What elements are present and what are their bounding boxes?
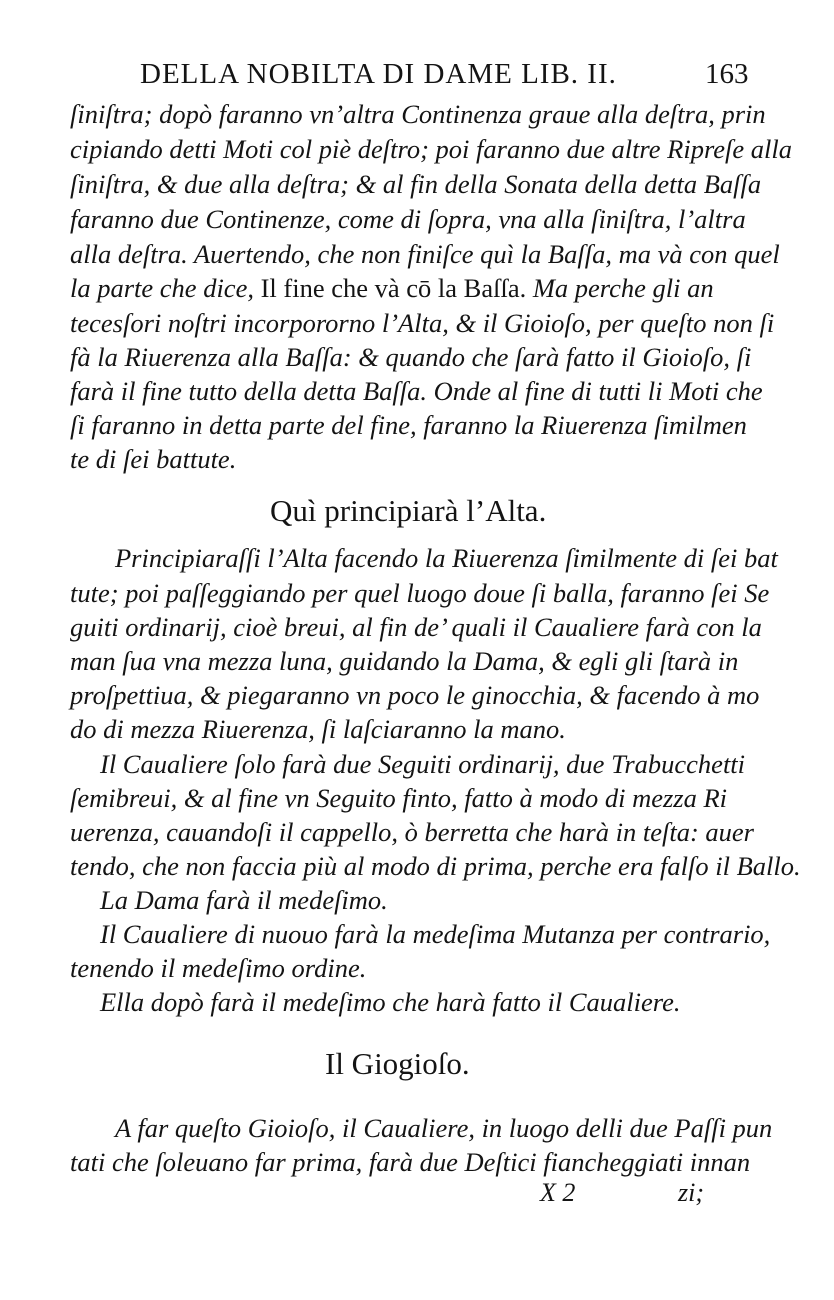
text-line: tecesſori noſtri incorpororno l’Alta, & il Gioioſo, per queſto non ſi [70, 308, 775, 338]
text-line: fà la Riuerenza alla Baſſa: & quando che ſarà fatto il Gioioſo, ſi [70, 342, 752, 372]
page-number: 163 [705, 58, 749, 90]
text-line: te di ſei battute. [70, 444, 237, 474]
text-line: tenendo il medeſimo ordine. [70, 953, 367, 983]
text-line: Ella dopò farà il medeſimo che harà fatto il Caualiere. [100, 987, 681, 1017]
text-line: proſpettiua, & piegaranno vn poco le ginocchia, & facendo à mo [70, 680, 760, 710]
running-head: DELLA NOBILTA DI DAME LIB. II. [140, 58, 617, 90]
text-line: ſiniſtra; dopò faranno vn’altra Continenza graue alla deſtra, prin [70, 99, 766, 129]
text-line: faranno due Continenze, come di ſopra, vna alla ſiniſtra, l’altra [70, 204, 746, 234]
text-line: Principiaraſſi l’Alta facendo la Riuerenza ſimilmente di ſei bat [115, 543, 778, 573]
text-line: ſiniſtra, & due alla deſtra; & al fin della Sonata della detta Baſſa [70, 169, 762, 199]
text-line: cipiando detti Moti col piè deſtro; poi faranno due altre Ripreſe alla [70, 134, 793, 164]
text-line: ſi faranno in detta parte del fine, faranno la Riuerenza ſimilmen [70, 410, 747, 440]
text-line: ſemibreui, & al fine vn Seguito finto, fatto à modo di mezza Ri [70, 783, 728, 813]
text-line: tute; poi paſſeggiando per quel luogo doue ſi balla, faranno ſei Se [70, 578, 770, 608]
text-line: A far queſto Gioioſo, il Caualiere, in luogo delli due Paſſi pun [115, 1113, 773, 1143]
signature-mark: X 2 [540, 1178, 576, 1207]
text-line: man ſua vna mezza luna, guidando la Dama, & egli gli ſtarà in [70, 646, 739, 676]
text-line: tati che ſoleuano far prima, farà due Deſtici fiancheggiati innan [70, 1147, 751, 1177]
text-fragment: Ma perche gli an [532, 273, 714, 303]
text-fragment: la parte che dice, [70, 273, 254, 303]
text-line: Il Caualiere di nuouo farà la medeſima Mutanza per contrario, [100, 919, 771, 949]
text-line-with-quote [70, 272, 714, 304]
text-line: farà il fine tutto della detta Baſſa. Onde al fine di tutti li Moti che [70, 376, 763, 406]
text-line: uerenza, cauandoſi il cappello, ò berretta che harà in teſta: auer [70, 817, 754, 847]
catchword: zi; [678, 1178, 704, 1207]
section-heading: Quì principiarà l’Alta. [270, 493, 547, 528]
text-line: tendo, che non faccia più al modo di prima, perche era falſo il Ballo. [70, 851, 801, 881]
text-line: La Dama farà il medeſimo. [100, 885, 388, 915]
text-line: alla deſtra. Auertendo, che non finiſce quì la Baſſa, ma và con quel [70, 239, 780, 269]
text-line: Il Caualiere ſolo farà due Seguiti ordinarij, due Trabucchetti [100, 749, 746, 779]
quoted-phrase: Il fine che và cō la Baſſa. [260, 273, 527, 303]
text-line: guiti ordinarij, cioè breui, al fin de’ quali il Caualiere farà con la [70, 612, 762, 642]
text-line: do di mezza Riuerenza, ſi laſciaranno la mano. [70, 714, 566, 744]
section-heading: Il Giogioſo. [325, 1046, 470, 1081]
